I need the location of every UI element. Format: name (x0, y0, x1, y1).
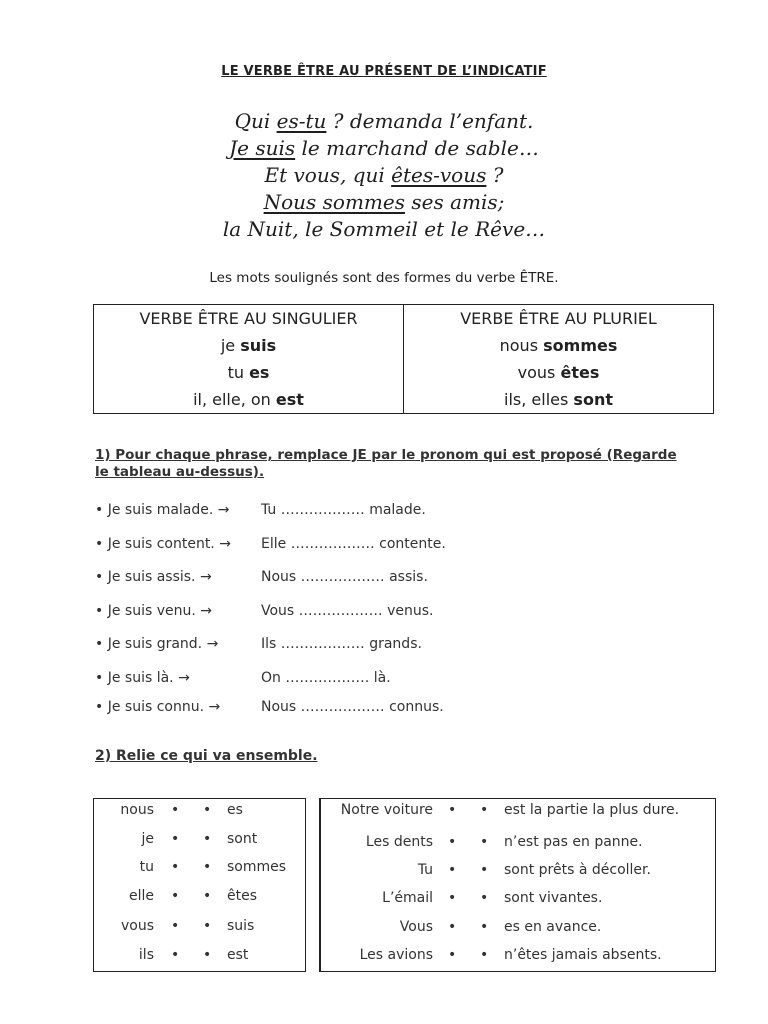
match-dot[interactable]: • (171, 802, 180, 818)
table-row (94, 359, 714, 386)
poem-underlined: Nous sommes (263, 190, 405, 214)
poem (0, 108, 768, 243)
exercise-2-heading: 2) Relie ce qui va ensemble. (95, 748, 318, 764)
exercise-blank[interactable]: Elle ……………… contente. (261, 536, 446, 552)
conjugation-table (93, 304, 714, 414)
poem-text: ses amis; (405, 190, 505, 214)
match-left: tu (139, 859, 154, 875)
match-dot[interactable]: • (203, 918, 212, 934)
table-header-row (94, 305, 714, 333)
pronoun: nous (499, 336, 544, 355)
match-right: es (227, 802, 243, 818)
match-right: es en avance. (504, 919, 602, 935)
verb-form: êtes (560, 363, 600, 382)
match-right: êtes (227, 888, 258, 904)
poem-text: Qui (234, 109, 277, 133)
poem-text: le marchand de sable… (295, 136, 539, 160)
match-right: n’êtes jamais absents. (504, 947, 662, 963)
match-dot[interactable]: • (480, 802, 489, 818)
plural-cell (404, 386, 714, 414)
match-left: je (141, 831, 154, 847)
match-dot[interactable]: • (203, 947, 212, 963)
table-row (94, 332, 714, 359)
poem-line-2 (0, 135, 768, 162)
plural-cell (404, 332, 714, 359)
match-dot[interactable]: • (171, 918, 180, 934)
match-left: Notre voiture (340, 802, 433, 818)
verb-form: suis (240, 336, 277, 355)
match-left: Les dents (365, 834, 433, 850)
poem-text: Et vous, qui (264, 163, 392, 187)
singular-cell (94, 332, 404, 359)
match-right: est (227, 947, 249, 963)
match-dot[interactable]: • (480, 890, 489, 906)
poem-text: ? demanda l’enfant. (326, 109, 534, 133)
exercise-blank[interactable]: Ils ……………… grands. (261, 636, 422, 652)
poem-text: ? (486, 163, 504, 187)
match-right: sont prêts à décoller. (504, 862, 651, 878)
poem-underlined: es-tu (276, 109, 327, 133)
exercise-blank[interactable]: On ……………… là. (261, 670, 391, 686)
exercise-prompt: • Je suis là. → (95, 670, 190, 686)
poem-line-1 (0, 108, 768, 135)
poem-line-4 (0, 189, 768, 216)
singular-cell (94, 359, 404, 386)
match-dot[interactable]: • (448, 890, 457, 906)
verb-form: sommes (543, 336, 618, 355)
verb-form: sont (573, 390, 613, 409)
match-left: vous (120, 918, 154, 934)
exercise-prompt: • Je suis assis. → (95, 569, 212, 585)
pronoun: vous (517, 363, 561, 382)
note-text: Les mots soulignés sont des formes du verbe ÊTRE. (209, 270, 559, 286)
plural-header: VERBE ÊTRE AU PLURIEL (404, 305, 714, 333)
match-left: L’émail (382, 890, 433, 906)
match-right: n’est pas en panne. (504, 834, 643, 850)
match-dot[interactable]: • (203, 802, 212, 818)
match-dot[interactable]: • (480, 834, 489, 850)
pronoun: il, elle, on (193, 390, 276, 409)
exercise-prompt: • Je suis malade. → (95, 502, 230, 518)
match-dot[interactable]: • (448, 919, 457, 935)
match-dot[interactable]: • (480, 947, 489, 963)
match-left: Vous (399, 919, 433, 935)
match-dot[interactable]: • (171, 859, 180, 875)
match-dot[interactable]: • (448, 834, 457, 850)
exercise-blank[interactable]: Nous ……………… connus. (261, 699, 444, 715)
exercise-prompt: • Je suis content. → (95, 536, 231, 552)
match-dot[interactable]: • (448, 947, 457, 963)
match-dot[interactable]: • (203, 859, 212, 875)
match-dot[interactable]: • (171, 888, 180, 904)
match-dot[interactable]: • (448, 802, 457, 818)
singular-header: VERBE ÊTRE AU SINGULIER (94, 305, 404, 333)
match-dot[interactable]: • (171, 831, 180, 847)
exercise-1-heading: 1) Pour chaque phrase, remplace JE par le pronom qui est proposé (Regarde le tableau au-dessus). (95, 447, 677, 480)
match-dot[interactable]: • (203, 831, 212, 847)
exercise-prompt: • Je suis connu. → (95, 699, 221, 715)
table-row (94, 386, 714, 414)
match-left: elle (128, 888, 154, 904)
match-left: nous (120, 802, 154, 818)
match-right: sommes (227, 859, 287, 875)
exercise-prompt: • Je suis grand. → (95, 636, 219, 652)
exercise-prompt: • Je suis venu. → (95, 603, 212, 619)
singular-cell (94, 386, 404, 414)
matching-box-sentences (319, 798, 716, 972)
exercise-blank[interactable]: Nous ……………… assis. (261, 569, 428, 585)
match-left: Tu (417, 862, 433, 878)
poem-line-5: la Nuit, le Sommeil et le Rêve… (222, 217, 546, 241)
matching-box-pronouns (93, 798, 306, 972)
poem-underlined: Je suis (229, 136, 296, 160)
pronoun: je (220, 336, 241, 355)
match-left: Les avions (359, 947, 433, 963)
plural-cell (404, 359, 714, 386)
match-right: est la partie la plus dure. (504, 802, 680, 818)
page-title: LE VERBE ÊTRE AU PRÉSENT DE L’INDICATIF (221, 64, 547, 79)
verb-form: es (249, 363, 270, 382)
match-right: suis (227, 918, 255, 934)
match-dot[interactable]: • (480, 919, 489, 935)
match-dot[interactable]: • (171, 947, 180, 963)
exercise-blank[interactable]: Vous ……………… venus. (261, 603, 434, 619)
match-right: sont (227, 831, 258, 847)
verb-form: est (275, 390, 304, 409)
exercise-blank[interactable]: Tu ……………… malade. (261, 502, 426, 518)
poem-line-3 (0, 162, 768, 189)
match-dot[interactable]: • (448, 862, 457, 878)
match-right: sont vivantes. (504, 890, 603, 906)
poem-underlined: êtes-vous (391, 163, 487, 187)
match-left: ils (138, 947, 154, 963)
match-dot[interactable]: • (203, 888, 212, 904)
pronoun: tu (227, 363, 250, 382)
match-dot[interactable]: • (480, 862, 489, 878)
pronoun: ils, elles (504, 390, 574, 409)
